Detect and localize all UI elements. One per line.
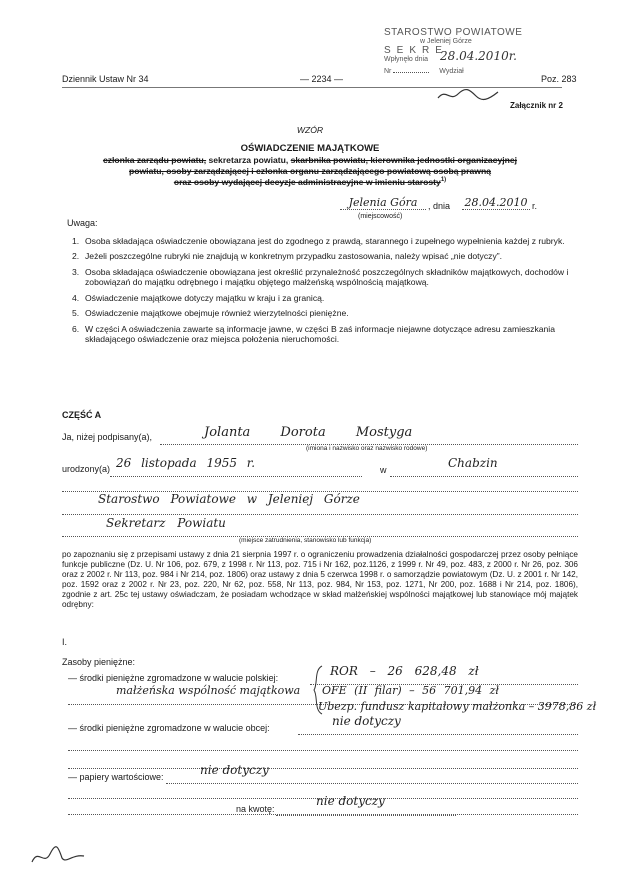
ja-label: Ja, niżej podpisany(a), — [62, 432, 153, 442]
stamp-received-date: 28.04.2010r. — [440, 49, 517, 63]
page-number: — 2234 — — [300, 74, 344, 84]
note-item: 5. Oświadczenie majątkowe obejmuje również wierzytelności pieniężne. — [72, 308, 349, 319]
born-label: urodzony(a) — [62, 464, 111, 474]
note-text: Jeżeli poszczególne rubryki nie znajdują w konkretnym przypadku zastosowania, należy wpisać „nie dotyczy”. — [85, 251, 502, 262]
place-date-row — [340, 196, 580, 220]
date-label: , dnia — [428, 201, 451, 211]
employer-value: Starostwo Powiatowe w Jeleniej Górze — [98, 492, 360, 506]
w-label: w — [380, 465, 387, 475]
header-rule — [62, 87, 562, 88]
born-value: 26 listopada 1955 r. — [116, 456, 256, 470]
stamp-dept: SEKRE — [384, 45, 448, 56]
footnote-mark: 1) — [440, 177, 447, 184]
note-item: 3. Osoba składająca oświadczenie obowiązana jest określić przynależność poszczególnych składników majątkowych, dochodów i zobowiązań do majątku odrębnego i majątku objętego małżeńską wspólnością majątkową. — [72, 267, 580, 288]
date-value: 28.04.2010 — [462, 196, 530, 210]
legal-text: po zapoznaniu się z przepisami ustawy z dnia 21 sierpnia 1997 r. o ograniczeniu prowadzenia działalności gospodarczej przez osoby pełniące funkcje publiczne (Dz. U. Nr 106, poz. 679, z 1998 r. Nr 113, poz. 715 i Nr 162, poz.1126, z 1999 r. Nr 49, poz. 483, z 2000 r. Nr 26, poz. 306 oraz z 2002 r. Nr 113, poz. 984 i Nr 214, poz. 1806) oraz ustawy z dnia 5 czerwca 1998 r. o samorządzie powiatowym (Dz. U. z 2001 r. Nr 142, poz. 1592 oraz z 2002 r. Nr 23, poz. 220, Nr 62, poz. 558, Nr 113, poz. 984, Nr 153, poz. 1271, Nr 200, poz. 1688 i Nr 214, poz. 1806), zgodnie z art. 25c tej ustawy oświadczam, że posiadam wchodzące w skład małżeńskiej wspólności majątkowej lub stanowiące mój majątek odrębny: — [62, 550, 578, 609]
notes-list — [72, 236, 580, 350]
blank-line — [62, 479, 578, 492]
pln-value-2: małżeńska wspólność majątkowa — [116, 684, 301, 697]
amount-value: nie dotyczy — [316, 794, 385, 808]
struck-text: członka zarządu powiatu, — [102, 155, 207, 165]
stamp-city: w Jeleniej Górze — [420, 38, 472, 45]
initials-mark — [28, 842, 88, 873]
stamp-received-label: Wpłynęło dnia — [384, 56, 428, 63]
note-text: Oświadczenie majątkowe obejmuje również wierzytelności pieniężne. — [85, 308, 349, 319]
foreign-label: — środki pieniężne zgromadzone w walucie obcej: — [68, 723, 270, 733]
stamp-office: STAROSTWO POWIATOWE — [384, 27, 523, 38]
stamp-no-label: Nr — [384, 68, 392, 75]
pln-value-4: Ubezp. fundusz kapitałowy małżonka – 3978,86 zł — [318, 700, 597, 713]
amount-label: na kwotę: — [236, 804, 275, 814]
name-caption: (imiona i nazwisko oraz nazwisko rodowe) — [306, 445, 428, 452]
kept-text: sekretarza powiatu, — [208, 155, 289, 165]
note-text: W części A oświadczenia zawarte są informacje jawne, w części B zaś informacje niejawne dotyczące adresu zamieszkania składającego oświadczenie oraz miejsca położenia nieruchomości. — [85, 323, 555, 345]
birthplace-value: Chabzin — [448, 456, 498, 470]
note-item: 6. W części A oświadczenia zawarte są informacje jawne, w części B zaś informacje niejawne dotyczące adresu zamieszkania składającego oświadczenie oraz miejsca położenia nieruchomości. — [72, 324, 580, 345]
struck-text: oraz osoby wydającej decyzje administracyjne w imieniu starosty — [173, 177, 441, 187]
note-item: 4. Oświadczenie majątkowe dotyczy majątku w kraju i za granicą. — [72, 292, 325, 303]
employer-caption: (miejsce zatrudnienia, stanowisko lub funkcja) — [239, 537, 372, 544]
note-item: 1. Osoba składająca oświadczenie obowiązana jest do zgodnego z prawdą, starannego i zupełnego wypełnienia każdej z rubryk. — [72, 236, 565, 246]
wzor-label: WZÓR — [296, 125, 324, 135]
section-heading: Zasoby pieniężne: — [62, 657, 136, 667]
bracket-mark — [312, 664, 324, 721]
title-subline-2: powiatu, osoby zarządzającej i członka organu zarządzającego powiatową osobą prawną — [129, 166, 491, 176]
document-title: OŚWIADCZENIE MAJĄTKOWE — [240, 143, 380, 154]
notes-heading: Uwaga: — [67, 218, 98, 228]
title-subline-3 — [0, 177, 620, 187]
note-text: Osoba składająca oświadczenie obowiązana jest określić przynależność poszczególnych składników majątkowych, dochodów i zobowiązań do majątku odrębnego i majątku objętego małżeńską wspólnością majątkową. — [85, 266, 569, 288]
title-subline-1 — [0, 155, 620, 165]
struck-text: skarbnika powiatu, kierownika jednostki organizacyjnej — [290, 155, 518, 165]
pln-value-3: OFE (II filar) – 56 701,94 zł — [322, 684, 499, 697]
name-value: Jolanta Dorota Mostyga — [204, 425, 413, 440]
stamp-wydzial-label: Wydział — [439, 68, 464, 75]
part-a-heading: CZĘŚĆ A — [62, 410, 102, 420]
date-suffix: r. — [532, 201, 538, 211]
pln-label: — środki pieniężne zgromadzone w walucie polskiej: — [68, 673, 279, 683]
foreign-blank-1 — [68, 738, 578, 751]
pln-value-1: ROR – 26 628,48 zł — [330, 664, 479, 678]
place-caption: (miejscowość) — [358, 213, 403, 220]
position-value: Sekretarz Powiatu — [106, 516, 226, 530]
section-roman: I. — [62, 637, 68, 647]
journal-label: Dziennik Ustaw Nr 34 — [62, 74, 149, 84]
stamp-signature — [436, 86, 500, 109]
foreign-value: nie dotyczy — [332, 714, 401, 728]
attachment-label: Załącznik nr 2 — [510, 101, 563, 110]
note-text: Oświadczenie majątkowe dotyczy majątku w kraju i za granicą. — [85, 292, 325, 303]
foreign-blank-2 — [68, 756, 578, 769]
note-item: 2. Jeżeli poszczególne rubryki nie znajdują w konkretnym przypadku zastosowania, należy wpisać „nie dotyczy”. — [72, 251, 502, 262]
securities-value: nie dotyczy — [200, 763, 269, 777]
note-text: Osoba składająca oświadczenie obowiązana jest do zgodnego z prawdą, starannego i zupełnego wypełnienia każdej z rubryk. — [85, 236, 565, 246]
securities-label: — papiery wartościowe: — [68, 772, 164, 782]
place-value: Jelenia Góra — [340, 196, 426, 210]
position-label: Poz. 283 — [541, 74, 577, 84]
